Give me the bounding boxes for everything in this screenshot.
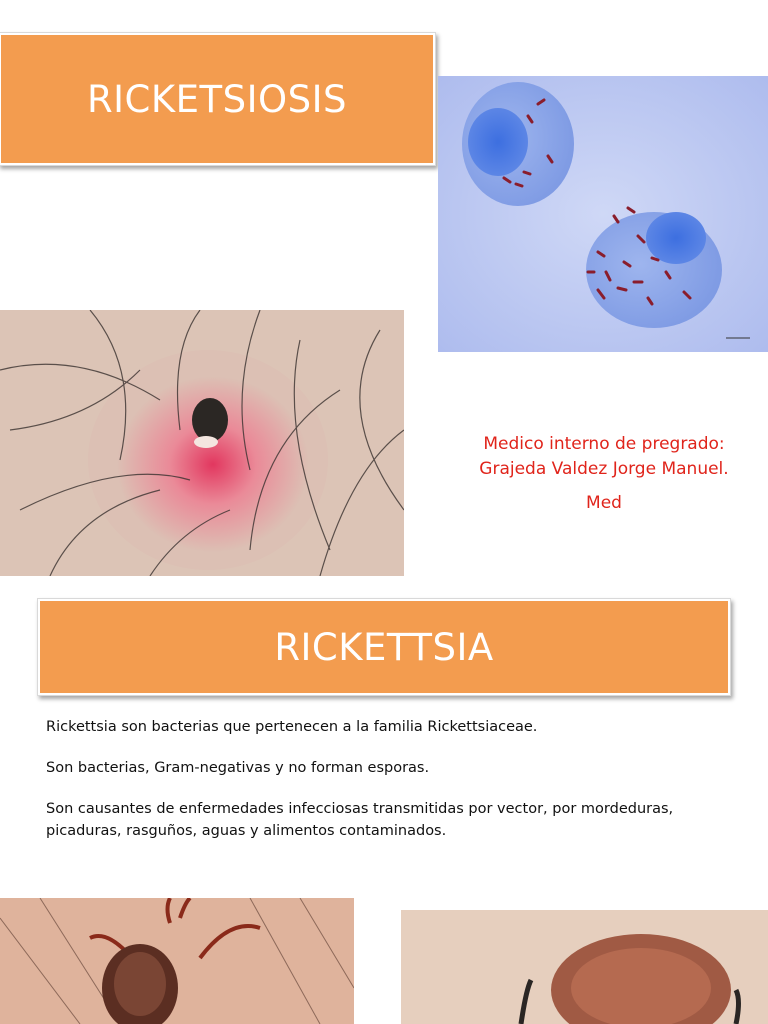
author-line-3: Med [586, 493, 622, 513]
title-text: RICKETSIOSIS [86, 77, 348, 121]
tick-on-skin-image [0, 310, 404, 576]
paragraph-3: Son causantes de enfermedades infecciosas transmitidas por vector, por mordeduras, picaduras, rasguños, aguas y alimentos contaminados. [46, 801, 674, 839]
author-line-2: Grajeda Valdez Jorge Manuel. [479, 459, 729, 479]
title-banner [0, 32, 436, 166]
author-line-1: Medico interno de pregrado: [483, 434, 725, 454]
paragraph-2: Son bacterias, Gram-negativas y no forman esporas. [46, 760, 430, 776]
tick-closeup-image [0, 898, 354, 1024]
section-banner [37, 598, 731, 696]
section-title: RICKETTSIA [274, 625, 494, 669]
author-block [448, 432, 760, 516]
paragraph-1: Rickettsia son bacterias que pertenecen a la familia Rickettsiaceae. [46, 719, 538, 735]
microscopy-image [438, 76, 768, 352]
body-text [46, 716, 746, 861]
tick-macro-image [401, 910, 768, 1024]
